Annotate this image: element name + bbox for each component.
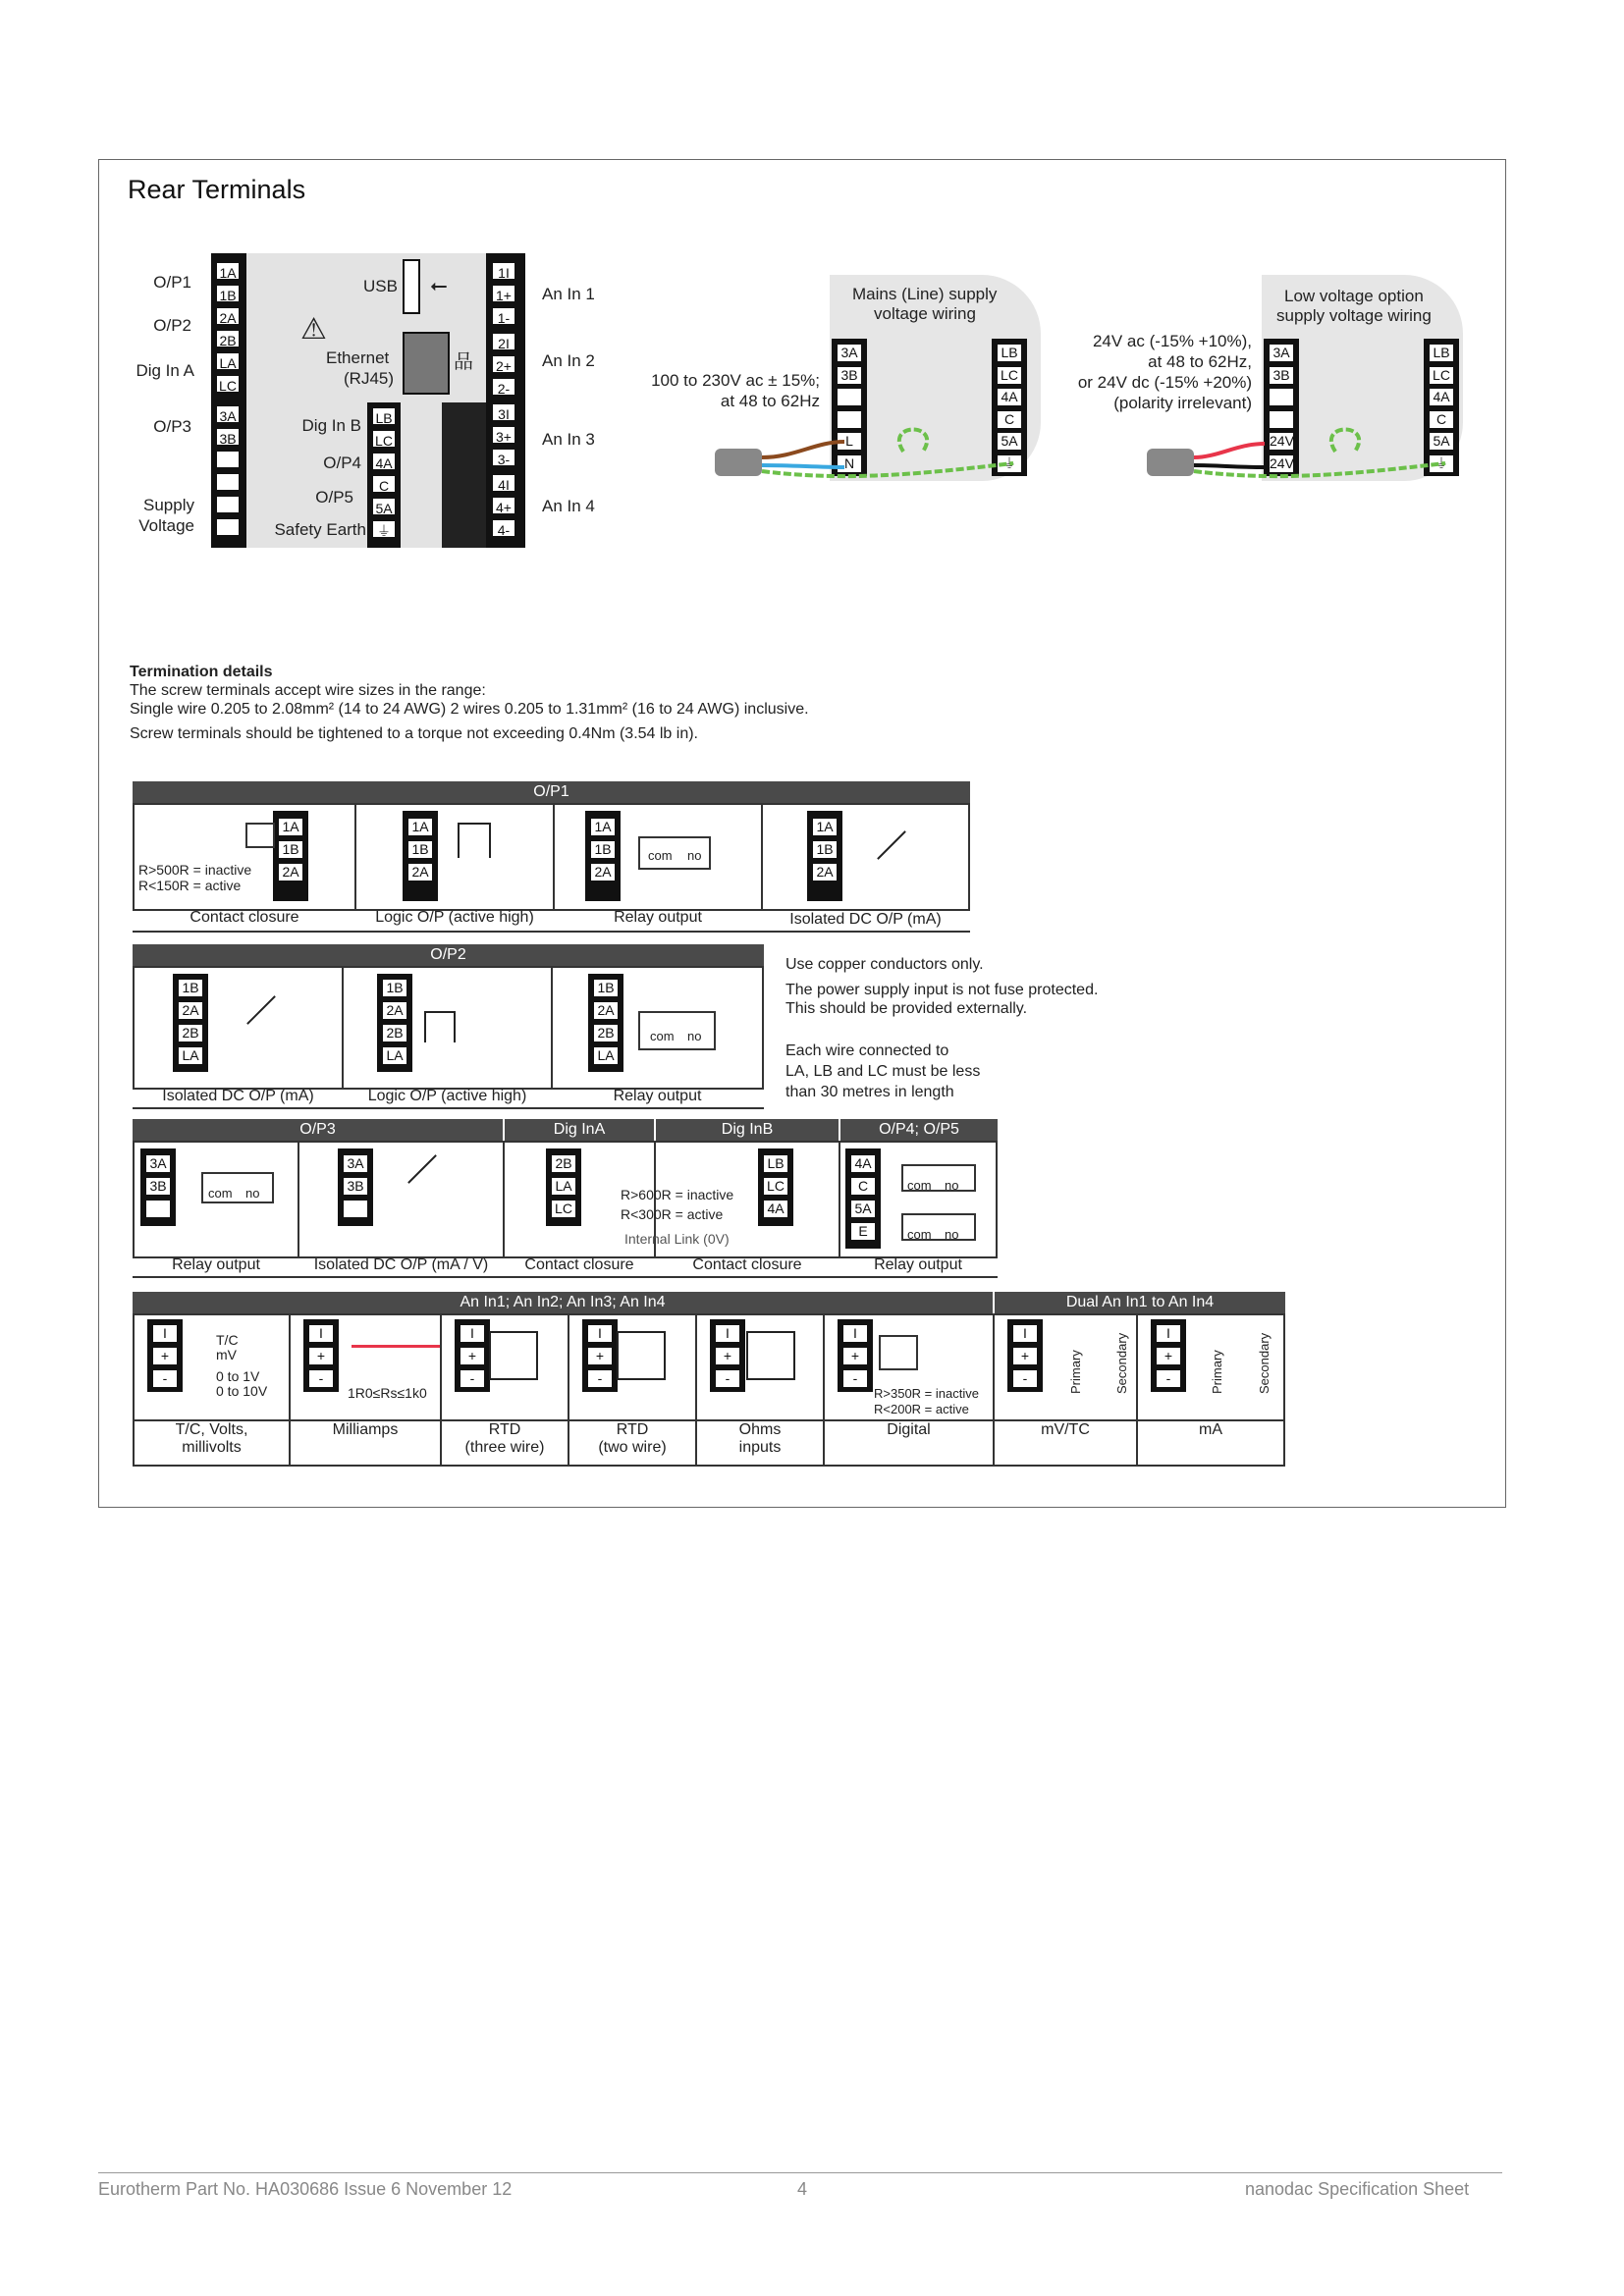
relay-no-label: no bbox=[245, 1186, 260, 1201]
op2-terminal: 1B bbox=[592, 978, 620, 998]
row4-caption-cell bbox=[993, 1419, 1138, 1467]
row4-caption: Milliamps bbox=[332, 1421, 399, 1438]
an-in-terminal: I bbox=[586, 1323, 614, 1344]
op1-terminal: 1A bbox=[811, 817, 839, 837]
op2-cell-dc bbox=[133, 966, 344, 1090]
lowv-right-terminal: 4A bbox=[1428, 387, 1455, 407]
rear-left-terminal bbox=[215, 472, 241, 492]
mains-right-terminal: 4A bbox=[996, 387, 1023, 407]
lowv-desc-1: 24V ac (-15% +10%), bbox=[1092, 332, 1252, 350]
mains-right-terminal: ⏚ bbox=[996, 454, 1023, 474]
lowv-desc-4: (polarity irrelevant) bbox=[1113, 394, 1252, 412]
termination-heading: Termination details bbox=[130, 664, 273, 680]
op2-terminal: LA bbox=[177, 1045, 204, 1066]
row3-caption-2: Isolated DC O/P (mA / V) bbox=[313, 1256, 489, 1273]
op1-caption-2: Logic O/P (active high) bbox=[375, 909, 534, 926]
note-5: LA, LB and LC must be less bbox=[785, 1063, 981, 1080]
rear-right-terminal: 4+ bbox=[491, 496, 516, 515]
an-in-terminal: I bbox=[1155, 1323, 1182, 1344]
row3-terminal: 3A bbox=[144, 1153, 172, 1174]
relay-no-label: no bbox=[945, 1178, 959, 1193]
label-dig-in-a: Dig In A bbox=[135, 361, 194, 380]
contact-switch-icon bbox=[245, 823, 275, 848]
digital-note-1: R>350R = inactive bbox=[874, 1386, 979, 1401]
row4-caption: millivolts bbox=[182, 1439, 242, 1456]
row4-caption-cell bbox=[1136, 1419, 1285, 1467]
op1-cell-logic bbox=[354, 803, 555, 911]
row4-caption-cell bbox=[133, 1419, 291, 1467]
op2-terminal: LA bbox=[381, 1045, 408, 1066]
op2-terminal: 2B bbox=[177, 1023, 204, 1043]
lowv-title-1: Low voltage option bbox=[1284, 287, 1424, 305]
relay-no-label: no bbox=[687, 848, 702, 863]
green-wire bbox=[1194, 430, 1445, 477]
rear-mid-terminal: 5A bbox=[371, 497, 397, 516]
footer-rule bbox=[98, 2172, 1502, 2173]
rear-mid-terminal: LC bbox=[371, 429, 397, 449]
digital-switch-icon bbox=[879, 1335, 918, 1370]
row4-caption: Digital bbox=[887, 1421, 931, 1438]
op1-terminal: 1B bbox=[589, 839, 617, 860]
connector-block bbox=[442, 402, 486, 548]
op2-terminal: 1B bbox=[177, 978, 204, 998]
label-op1: O/P1 bbox=[153, 273, 191, 292]
rtd-three-wire-icon bbox=[489, 1331, 538, 1380]
termination-line-2: Single wire 0.205 to 2.08mm² (14 to 24 AWG) 2 wires 0.205 to 1.31mm² (16 to 24 AWG) inclusive. bbox=[130, 701, 809, 718]
op1-note-2: R<150R = active bbox=[138, 878, 242, 893]
red-wire bbox=[1194, 444, 1265, 457]
op1-note-1: R>500R = inactive bbox=[138, 862, 252, 878]
rj45-label: (RJ45) bbox=[344, 369, 395, 388]
rear-left-terminal: 3A bbox=[215, 404, 241, 424]
row4-caption-cell bbox=[823, 1419, 995, 1467]
op1-bottom-line bbox=[133, 931, 970, 933]
rear-left-terminal: LC bbox=[215, 374, 241, 394]
mains-left-terminal bbox=[836, 387, 863, 407]
label-an-in-4: An In 4 bbox=[542, 497, 595, 515]
relay-com-label: com bbox=[907, 1227, 932, 1242]
label-op4: O/P4 bbox=[323, 454, 361, 472]
label-an-in-2: An In 2 bbox=[542, 351, 595, 370]
row3-caption-3: Contact closure bbox=[524, 1256, 634, 1273]
op2-caption-1: Isolated DC O/P (mA) bbox=[162, 1088, 314, 1104]
ethernet-port bbox=[403, 332, 450, 395]
row3-terminal: LC bbox=[762, 1176, 789, 1197]
mains-title-1: Mains (Line) supply bbox=[852, 285, 998, 303]
an-in-terminal: + bbox=[307, 1346, 335, 1366]
op1-terminal: 2A bbox=[406, 862, 434, 882]
note-3: This should be provided externally. bbox=[785, 1000, 1028, 1017]
lowv-left-terminal: 24V bbox=[1268, 431, 1295, 452]
row3-terminal: LB bbox=[762, 1153, 789, 1174]
mains-left-terminal: 3B bbox=[836, 365, 863, 386]
dig-in-b-header: Dig InB bbox=[656, 1119, 839, 1141]
mains-right-terminal: C bbox=[996, 409, 1023, 430]
rear-right-terminal: 4- bbox=[491, 518, 516, 538]
red-wire bbox=[352, 1345, 440, 1348]
termination-line-1: The screw terminals accept wire sizes in the range: bbox=[130, 682, 486, 699]
rear-right-terminal: 2I bbox=[491, 332, 516, 351]
mains-right-terminal: LC bbox=[996, 365, 1023, 386]
lowv-right-terminal: ⏚ bbox=[1428, 454, 1455, 474]
relay-com-label: com bbox=[907, 1178, 932, 1193]
row3-terminal: LA bbox=[550, 1176, 577, 1197]
row3-caption-4: Contact closure bbox=[692, 1256, 802, 1273]
mains-left-terminal: 3A bbox=[836, 343, 863, 363]
row3-terminal: 4A bbox=[849, 1153, 877, 1174]
row3-note-2: R<300R = active bbox=[621, 1206, 724, 1222]
op2-terminal: 2A bbox=[381, 1000, 408, 1021]
relay-no-label: no bbox=[945, 1227, 959, 1242]
row4-caption-cell bbox=[289, 1419, 442, 1467]
op1-terminal: 1B bbox=[811, 839, 839, 860]
op1-terminal: 2A bbox=[589, 862, 617, 882]
row3-bottom-line bbox=[133, 1276, 998, 1278]
brown-wire bbox=[762, 442, 844, 457]
termination-line-3: Screw terminals should be tightened to a torque not exceeding 0.4Nm (3.54 lb in). bbox=[130, 725, 698, 742]
an-in-terminal: I bbox=[151, 1323, 179, 1344]
op1-caption-3: Relay output bbox=[614, 909, 702, 926]
usb-label: USB bbox=[363, 277, 398, 295]
an-in-terminal: - bbox=[586, 1368, 614, 1389]
op1-terminal: 2A bbox=[811, 862, 839, 882]
page-title: Rear Terminals bbox=[128, 175, 306, 204]
an-in-terminal: I bbox=[841, 1323, 869, 1344]
op3-cell-dc bbox=[298, 1141, 505, 1258]
op2-caption-2: Logic O/P (active high) bbox=[367, 1088, 527, 1104]
row3-terminal bbox=[342, 1199, 369, 1219]
cable-sheath bbox=[1147, 449, 1194, 476]
row3-note-1: R>600R = inactive bbox=[621, 1187, 734, 1202]
op2-terminal: 1B bbox=[381, 978, 408, 998]
cable-sheath bbox=[715, 449, 762, 476]
row3-terminal bbox=[144, 1199, 172, 1219]
an-in-header: An In1; An In2; An In3; An In4 bbox=[133, 1292, 993, 1313]
row3-terminal: 3B bbox=[144, 1176, 172, 1197]
row3-terminal: 4A bbox=[762, 1199, 789, 1219]
footer-right: nanodac Specification Sheet bbox=[1245, 2179, 1470, 2199]
row4-caption-cell bbox=[695, 1419, 825, 1467]
an-in-terminal: - bbox=[307, 1368, 335, 1389]
an-in-terminal: + bbox=[714, 1346, 741, 1366]
op4-op5-header: O/P4; O/P5 bbox=[840, 1119, 998, 1141]
dig-in-a-header: Dig InA bbox=[505, 1119, 654, 1141]
lowv-desc-2: at 48 to 62Hz, bbox=[1148, 352, 1252, 371]
digital-note-2: R<200R = active bbox=[874, 1402, 969, 1416]
tc-label: T/C bbox=[216, 1332, 239, 1348]
row4-caption: RTD bbox=[488, 1421, 521, 1438]
relay-com-label: com bbox=[650, 1029, 675, 1043]
lowv-left-terminal: 3A bbox=[1268, 343, 1295, 363]
an-in-terminal: + bbox=[459, 1346, 486, 1366]
ohms-icon bbox=[746, 1331, 795, 1380]
label-op2: O/P2 bbox=[153, 316, 191, 335]
row4-caption: inputs bbox=[738, 1439, 782, 1456]
an-in-terminal: - bbox=[459, 1368, 486, 1389]
rear-left-terminal: 3B bbox=[215, 427, 241, 447]
rear-right-terminal: 3+ bbox=[491, 425, 516, 445]
rear-left-terminal bbox=[215, 450, 241, 469]
v10-label: 0 to 10V bbox=[216, 1383, 268, 1399]
op1-caption-1: Contact closure bbox=[189, 909, 299, 926]
op1-terminal: 1B bbox=[277, 839, 304, 860]
rear-left-terminal: 2A bbox=[215, 306, 241, 326]
rear-right-terminal: 3- bbox=[491, 448, 516, 467]
lowv-right-terminal: C bbox=[1428, 409, 1455, 430]
an-in-terminal: - bbox=[151, 1368, 179, 1389]
an-in-terminal: - bbox=[1155, 1368, 1182, 1389]
ma-range-label: 1R0≤Rs≤1k0 bbox=[348, 1385, 427, 1401]
mains-desc-1: 100 to 230V ac ± 15%; bbox=[651, 371, 820, 390]
op1-terminal: 1A bbox=[277, 817, 304, 837]
row4-caption-cell bbox=[440, 1419, 569, 1467]
lowv-desc-3: or 24V dc (-15% +20%) bbox=[1077, 373, 1252, 392]
mains-left-terminal: L bbox=[836, 431, 863, 452]
row4-caption: RTD bbox=[616, 1421, 649, 1438]
mains-desc-2: at 48 to 62Hz bbox=[720, 392, 820, 410]
label-voltage: Voltage bbox=[138, 516, 194, 535]
lowv-right-terminal: LB bbox=[1428, 343, 1455, 363]
op2-terminal: 2B bbox=[592, 1023, 620, 1043]
mains-left-terminal: N bbox=[836, 454, 863, 474]
row4-caption-cell bbox=[568, 1419, 697, 1467]
rear-left-terminal bbox=[215, 495, 241, 514]
footer-left: Eurotherm Part No. HA030686 Issue 6 November 12 bbox=[98, 2179, 513, 2199]
row4-caption: Ohms bbox=[738, 1421, 782, 1438]
secondary-label: Secondary bbox=[1257, 1332, 1272, 1394]
lowv-right-terminal: 5A bbox=[1428, 431, 1455, 452]
lowv-right-terminal: LC bbox=[1428, 365, 1455, 386]
an-in-terminal: + bbox=[1155, 1346, 1182, 1366]
an-in-terminal: + bbox=[1011, 1346, 1039, 1366]
usb-icon: ⭠ bbox=[430, 273, 448, 297]
network-icon: 品 bbox=[454, 351, 473, 373]
note-2: The power supply input is not fuse protected. bbox=[785, 982, 1099, 998]
lowv-left-terminal: 24V bbox=[1268, 454, 1295, 474]
row3-caption-1: Relay output bbox=[172, 1256, 260, 1273]
rtd-two-wire-icon bbox=[617, 1331, 666, 1380]
mains-cable bbox=[707, 422, 1041, 491]
op1-terminal: 1A bbox=[406, 817, 434, 837]
rear-right-terminal: 2+ bbox=[491, 354, 516, 374]
rear-right-terminal: 1- bbox=[491, 306, 516, 326]
primary-label: Primary bbox=[1210, 1350, 1224, 1394]
ethernet-label: Ethernet bbox=[326, 348, 390, 367]
an-in-terminal: - bbox=[1011, 1368, 1039, 1389]
op1-terminal: 2A bbox=[277, 862, 304, 882]
rear-left-terminal: LA bbox=[215, 351, 241, 371]
rear-mid-terminal: LB bbox=[371, 406, 397, 426]
rear-left-terminal bbox=[215, 517, 241, 537]
an-in-terminal: I bbox=[307, 1323, 335, 1344]
mains-right-terminal: LB bbox=[996, 343, 1023, 363]
primary-label: Primary bbox=[1068, 1350, 1083, 1394]
an-in-terminal: I bbox=[1011, 1323, 1039, 1344]
an-in-terminal: + bbox=[151, 1346, 179, 1366]
an-in-terminal: - bbox=[841, 1368, 869, 1389]
rear-right-terminal: 3I bbox=[491, 402, 516, 422]
label-op3: O/P3 bbox=[153, 417, 191, 436]
rear-mid-terminal: C bbox=[371, 474, 397, 494]
label-safety-earth: Safety Earth bbox=[274, 520, 366, 539]
rear-right-terminal: 2- bbox=[491, 377, 516, 397]
note-4: Each wire connected to bbox=[785, 1042, 949, 1059]
row4-caption: mV/TC bbox=[1041, 1421, 1090, 1438]
label-supply: Supply bbox=[143, 496, 194, 514]
op2-header: O/P2 bbox=[133, 944, 764, 966]
lowv-left-terminal bbox=[1268, 387, 1295, 407]
v1-label: 0 to 1V bbox=[216, 1368, 260, 1384]
row3-terminal: E bbox=[849, 1221, 877, 1242]
label-an-in-1: An In 1 bbox=[542, 285, 595, 303]
row4-caption: (three wire) bbox=[464, 1439, 545, 1456]
internal-link-label: Internal Link (0V) bbox=[624, 1231, 730, 1247]
row3-terminal: 5A bbox=[849, 1199, 877, 1219]
op1-terminal: 1A bbox=[589, 817, 617, 837]
op2-terminal: 2A bbox=[592, 1000, 620, 1021]
row4-caption: (two wire) bbox=[598, 1439, 667, 1456]
secondary-label: Secondary bbox=[1114, 1332, 1129, 1394]
op1-terminal: 1B bbox=[406, 839, 434, 860]
mains-title-2: voltage wiring bbox=[874, 304, 976, 323]
op2-caption-3: Relay output bbox=[613, 1088, 702, 1104]
op2-terminal: 2A bbox=[177, 1000, 204, 1021]
row3-terminal: 3A bbox=[342, 1153, 369, 1174]
row3-terminal: LC bbox=[550, 1199, 577, 1219]
op1-caption-4: Isolated DC O/P (mA) bbox=[789, 911, 942, 928]
warning-icon: ⚠ bbox=[300, 313, 327, 346]
an-in-terminal: I bbox=[459, 1323, 486, 1344]
relay-com-label: com bbox=[648, 848, 673, 863]
note-1: Use copper conductors only. bbox=[785, 956, 984, 973]
label-an-in-3: An In 3 bbox=[542, 430, 595, 449]
rear-mid-terminal: 4A bbox=[371, 452, 397, 471]
label-dig-in-b: Dig In B bbox=[301, 416, 361, 435]
rear-left-terminal: 1B bbox=[215, 284, 241, 303]
lowv-left-terminal: 3B bbox=[1268, 365, 1295, 386]
logic-pulse-icon bbox=[458, 823, 491, 858]
rear-left-terminal: 2B bbox=[215, 329, 241, 348]
row3-terminal: C bbox=[849, 1176, 877, 1197]
op3-header: O/P3 bbox=[133, 1119, 503, 1141]
lowv-cable bbox=[1139, 422, 1473, 491]
op1-cell-contact bbox=[133, 803, 356, 911]
rear-left-terminal: 1A bbox=[215, 261, 241, 281]
op1-header: O/P1 bbox=[133, 781, 970, 803]
rear-right-terminal: 4I bbox=[491, 473, 516, 493]
black-wire bbox=[1194, 465, 1265, 467]
rear-right-terminal: 1+ bbox=[491, 284, 516, 303]
row4-caption: mA bbox=[1199, 1421, 1222, 1438]
relay-com-label: com bbox=[208, 1186, 233, 1201]
lowv-title-2: supply voltage wiring bbox=[1276, 306, 1432, 325]
op2-terminal: LA bbox=[592, 1045, 620, 1066]
rear-mid-terminal: ⏚ bbox=[371, 519, 397, 539]
row4-caption: T/C, Volts, bbox=[175, 1421, 248, 1438]
op2-terminal: 2B bbox=[381, 1023, 408, 1043]
usb-port bbox=[403, 259, 420, 314]
row3-terminal: 3B bbox=[342, 1176, 369, 1197]
note-6: than 30 metres in length bbox=[785, 1084, 954, 1100]
rear-right-terminal: 1I bbox=[491, 261, 516, 281]
row3-terminal: 2B bbox=[550, 1153, 577, 1174]
an-in-terminal: + bbox=[841, 1346, 869, 1366]
relay-no-label: no bbox=[687, 1029, 702, 1043]
mains-right-terminal: 5A bbox=[996, 431, 1023, 452]
op2-bottom-line bbox=[133, 1107, 764, 1109]
logic-pulse-icon bbox=[424, 1011, 456, 1042]
row3-caption-5: Relay output bbox=[874, 1256, 962, 1273]
blue-wire bbox=[762, 465, 844, 467]
mv-label: mV bbox=[216, 1347, 237, 1362]
footer-page-number: 4 bbox=[797, 2179, 808, 2199]
op1-cell-dc bbox=[761, 803, 970, 911]
dual-an-in-header: Dual An In1 to An In4 bbox=[995, 1292, 1285, 1313]
an-in-terminal: I bbox=[714, 1323, 741, 1344]
label-op5: O/P5 bbox=[315, 488, 353, 507]
an-in-terminal: + bbox=[586, 1346, 614, 1366]
an-in-terminal: - bbox=[714, 1368, 741, 1389]
